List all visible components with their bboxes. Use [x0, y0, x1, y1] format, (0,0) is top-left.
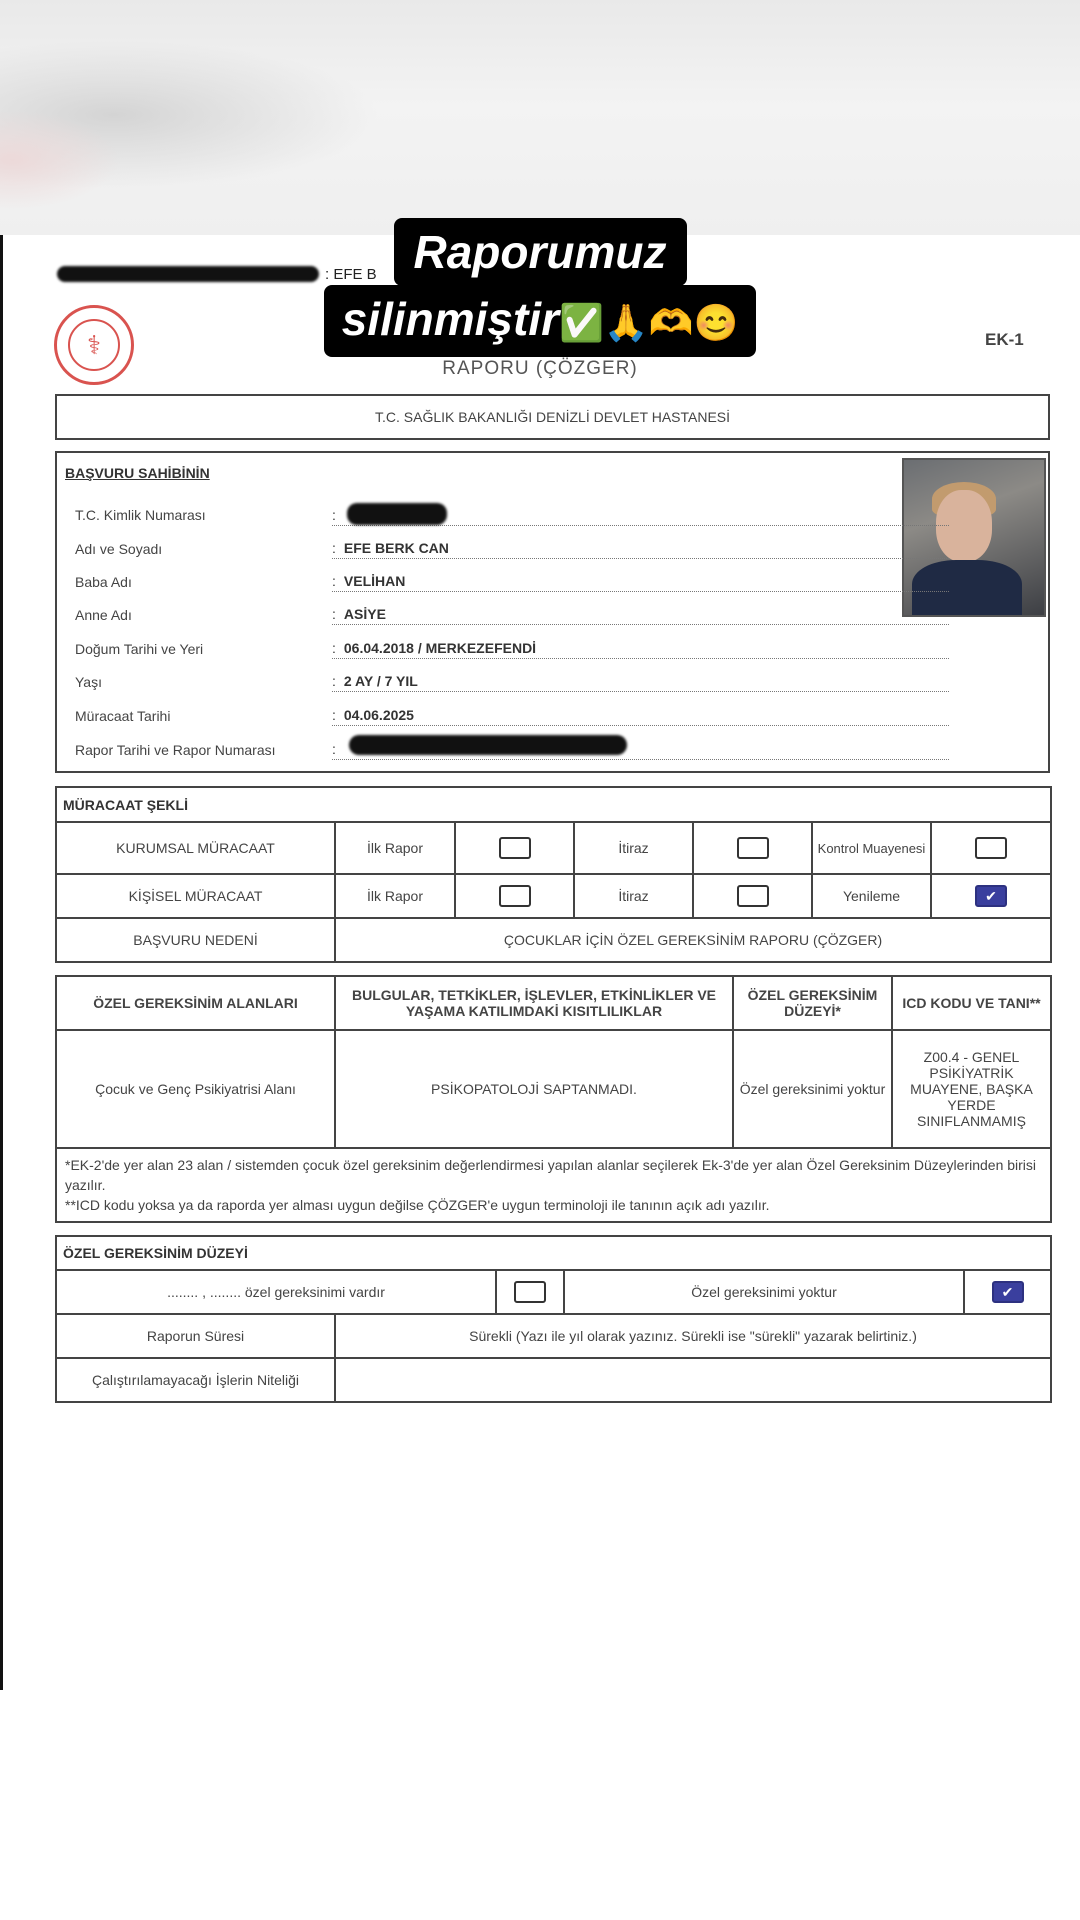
- institutional-control-checkbox[interactable]: [975, 837, 1007, 859]
- field-label: T.C. Kimlik Numarası: [75, 507, 206, 523]
- checkbox-cell: [455, 822, 574, 874]
- field-label: Adı ve Soyadı: [75, 541, 163, 557]
- checkbox-cell: [496, 1270, 564, 1314]
- application-reason-value: ÇOCUKLAR İÇİN ÖZEL GEREKSİNİM RAPORU (ÇÖZGER): [335, 918, 1051, 962]
- field-value-name: : EFE BERK CAN: [332, 540, 949, 559]
- document-title: RAPORU (ÇÖZGER): [442, 358, 638, 379]
- header-name: : EFE B: [325, 266, 377, 283]
- applicant-photo: [902, 458, 1046, 617]
- blur-smudge: [0, 110, 120, 210]
- restricted-jobs-label: Çalıştırılamayacağı İşlerin Niteliği: [56, 1358, 335, 1402]
- emoji-icons: ✅🙏🫶😊: [559, 301, 739, 343]
- field-label: Doğum Tarihi ve Yeri: [75, 641, 204, 657]
- field-value-birth: : 06.04.2018 / MERKEZEFENDİ: [332, 640, 949, 659]
- field-label: Baba Adı: [75, 574, 132, 590]
- institutional-label: KURUMSAL MÜRACAAT: [56, 822, 335, 874]
- findings-header: BULGULAR, TETKİKLER, İŞLEVLER, ETKİNLİKLER VE YAŞAMA KATILIMDAKİ KISITLILIKLAR: [335, 976, 733, 1030]
- caption-box-2: [324, 285, 757, 357]
- areas-header: ÖZEL GEREKSİNİM ALANLARI: [56, 976, 335, 1030]
- control-exam-label: Kontrol Muayenesi: [812, 822, 931, 874]
- findings-cell: PSİKOPATOLOJİ SAPTANMADI.: [335, 1030, 733, 1148]
- application-reason-label: BAŞVURU NEDENİ: [56, 918, 335, 962]
- report-duration-value: Sürekli (Yazı ile yıl olarak yazınız. Sürekli ise "sürekli" yazarak belirtiniz.): [335, 1314, 1051, 1358]
- field-value-application-date: : 04.06.2025: [332, 707, 949, 726]
- footnote-1: *EK-2'de yer alan 23 alan / sistemden çocuk özel gereksinim değerlendirmesi yapılan alanlar seçilerek Ek-3'de yer alan Özel Gereksinim Düzeylerinden birisi yazılır.: [65, 1157, 1037, 1193]
- field-label: Müracaat Tarihi: [75, 708, 171, 724]
- caption-text-2: silinmiştir: [341, 293, 559, 345]
- field-value-mother: : ASİYE: [332, 606, 949, 625]
- field-label: Anne Adı: [75, 607, 132, 623]
- applicant-section: [55, 451, 1050, 773]
- hospital-name: T.C. SAĞLIK BAKANLIĞI DENİZLİ DEVLET HASTANESİ: [55, 394, 1050, 440]
- ek-label: EK-1: [985, 330, 1024, 349]
- objection-label: İtiraz: [574, 822, 693, 874]
- first-report-label: İlk Rapor: [335, 822, 455, 874]
- footnotes: [56, 1148, 1051, 1222]
- checkbox-cell: [931, 874, 1051, 918]
- has-needs-label: ........ , ........ özel gereksinimi vardır: [56, 1270, 496, 1314]
- no-needs-label: Özel gereksinimi yoktur: [564, 1270, 964, 1314]
- checkbox-cell: [931, 822, 1051, 874]
- personal-label: KİŞİSEL MÜRACAAT: [56, 874, 335, 918]
- redaction-tc: [347, 503, 447, 525]
- level-header: ÖZEL GEREKSİNİM DÜZEYİ*: [733, 976, 892, 1030]
- caption-line-1: [0, 218, 1080, 286]
- field-value-father: : VELİHAN: [332, 573, 949, 592]
- level-cell: Özel gereksinimi yoktur: [733, 1030, 892, 1148]
- report-duration-label: Raporun Süresi: [56, 1314, 335, 1358]
- application-type-title: MÜRACAAT ŞEKLİ: [56, 787, 1051, 822]
- has-needs-checkbox[interactable]: [514, 1281, 546, 1303]
- applicant-title: BAŞVURU SAHİBİNİN: [65, 465, 210, 481]
- field-value-age: : 2 AY / 7 YIL: [332, 673, 949, 692]
- special-needs-level-table: [55, 1235, 1052, 1403]
- personal-renewal-checkbox[interactable]: ✔: [975, 885, 1007, 907]
- caption-text-1: Raporumuz: [394, 218, 687, 286]
- caduceus-icon: ⚕: [68, 319, 120, 371]
- renewal-label: Yenileme: [812, 874, 931, 918]
- application-type-table: [55, 786, 1052, 963]
- icd-header: ICD KODU VE TANI**: [892, 976, 1051, 1030]
- restricted-jobs-value: [335, 1358, 1051, 1402]
- level-section-title: ÖZEL GEREKSİNİM DÜZEYİ: [56, 1236, 1051, 1270]
- blurred-top-area: [0, 0, 1080, 235]
- redaction-report-no: [349, 735, 627, 755]
- objection-label: İtiraz: [574, 874, 693, 918]
- personal-objection-checkbox[interactable]: [737, 885, 769, 907]
- footnote-2: **ICD kodu yoksa ya da raporda yer alması uygun değilse ÇÖZGER'e uygun terminoloji ile tanının açık adı yazılır.: [65, 1197, 770, 1213]
- institutional-objection-checkbox[interactable]: [737, 837, 769, 859]
- no-needs-checkbox[interactable]: ✔: [992, 1281, 1024, 1303]
- institutional-first-report-checkbox[interactable]: [499, 837, 531, 859]
- checkbox-cell: [964, 1270, 1051, 1314]
- caption-line-2: [0, 285, 1080, 357]
- checkbox-cell: [693, 822, 812, 874]
- checkbox-cell: [455, 874, 574, 918]
- checkbox-cell: [693, 874, 812, 918]
- personal-first-report-checkbox[interactable]: [499, 885, 531, 907]
- field-value-report-no: :: [332, 741, 949, 760]
- special-needs-areas-table: [55, 975, 1052, 1223]
- field-label: Yaşı: [75, 674, 102, 690]
- first-report-label: İlk Rapor: [335, 874, 455, 918]
- area-cell: Çocuk ve Genç Psikiyatrisi Alanı: [56, 1030, 335, 1148]
- field-label: Rapor Tarihi ve Rapor Numarası: [75, 742, 276, 758]
- field-value-tc: :: [332, 507, 949, 526]
- icd-cell: Z00.4 - GENEL PSİKİYATRİK MUAYENE, BAŞKA YERDE SINIFLANMAMIŞ: [892, 1030, 1051, 1148]
